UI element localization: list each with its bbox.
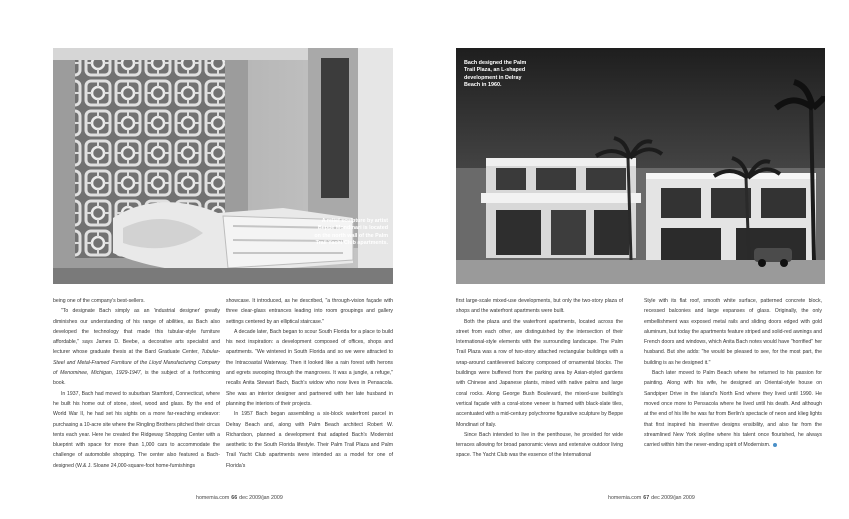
photo-caption-right: Bach designed the Palm Trail Plaza, an L-shaped development in Delray Beach in 1960.	[464, 60, 527, 89]
paragraph: Since Bach intended to live in the penthouse, he provided for wide terraces allowing for broad panoramic views and extensive outdoor living space. The Yacht Club was the essence of the International	[456, 431, 623, 459]
paragraph: Style with its flat roof, smooth white surface, patterned concrete block, recessed balconies and large expanses of glass. Originally, the only embellishment was exposed metal rails and sliding doors edged with gold aluminum, but today the apartments feature striped and solid-red awnings and French doors and windows, which Anita Bach notes would have "horrified" her husband. But she adds: "he would be pleased to see, for the most part, the building is as he designed it."	[644, 298, 822, 366]
left-page	[0, 0, 424, 519]
folio-site: homemia.com	[196, 495, 230, 501]
end-of-article-icon	[773, 443, 777, 447]
paragraph	[53, 306, 220, 388]
article-column-1	[53, 296, 220, 471]
palm-trail-plaza-photo	[456, 48, 825, 284]
paragraph	[644, 368, 822, 450]
page-number: 67	[643, 495, 650, 501]
photo-caption-left: A relief sculpture by artist Beppe Mondinari is located on the north wall of the Palm Trail Yacht Club apartments.	[314, 218, 388, 247]
page-number: 66	[231, 495, 238, 501]
paragraph: showcase. It introduced, as he described, "a through-vision façade with three clear-glass entrances leading into room groupings and gallery settings centered by an elliptical staircase."	[226, 298, 393, 325]
folio-issue: dec 2009/jan 2009	[239, 495, 283, 501]
paragraph: In 1957 Bach began assembling a six-block waterfront parcel in Delray Beach and, along with Palm Beach architect Robert W. Richardson, planned a development that adapted Bach's Modernist aesthetic to the South Florida lifestyle. Their Palm Trail Plaza and Palm Trail Yacht Club apartments were intended as a model for one of Florida's	[226, 411, 393, 469]
folio-issue: dec 2009/jan 2009	[651, 495, 695, 501]
page-folio-left	[196, 495, 283, 501]
thesis-title: Tubular-Steel and Metal-Framed Furniture of the Lloyd Manufacturing Company of Menominee, Michigan, 1929-1947,	[53, 349, 220, 377]
paragraph-text: Bach later moved to Palm Beach where he returned to his passion for painting. Along with his wife, he designed an Oriental-style house on Sandpiper Drive in the island's North End where they lived until 1990. He moved once more to Pensacola where he lived until his death. And although at the end of his life he was far from Berlin's spectacle of neon and klieg lights that first inspired his inventive designs ensibility, and also far from the streamlined New York skyline where his talent once flourished, he always carried within him the never-ending spirit of Modernism.	[644, 370, 822, 449]
paragraph: Both the plaza and the waterfront apartments, located across the street from each other, are distinguished by the intersection of their International-style elements with the surrounding landscape. The Palm Trail Plaza was a row of two-story attached rectangular buildings with a wrap-around cantilevered balcony composed of ornamental blocks. The buildings were buffered from the parking area by Asian-styled gardens with Chinese and Japanese plants, mixed with native palms and large coral rocks. Along George Bush Boulevard, the mixed-use building's vertical façade with a coral-stone veneer is framed with black-slate tiles, accentuated with a mid-century polychrome figurative sculpture by Beppe Mondinari of Italy.	[456, 318, 623, 428]
paragraph: being one of the company's best-sellers.	[53, 298, 145, 304]
relief-sculpture-image	[53, 48, 393, 284]
page-folio-right	[608, 495, 695, 501]
article-column-3	[456, 296, 623, 461]
relief-sculpture-photo	[53, 48, 393, 284]
paragraph: A decade later, Bach began to scour South Florida for a place to build his next inspiration: a development composed of offices, shops and apartments. "We wintered in South Florida and so we were attracted to the Intracoastal Waterway. Then it looked like a rain forest with herons and egrets swooping through the mangroves. It was a jungle, a refuge," recalls Anita Stewart Bach, Bach's widow who now lives in Pensacola. She was an interior designer and partnered with her late husband in planning the interiors of their projects.	[226, 328, 393, 407]
folio-site: homemia.com	[608, 495, 642, 501]
article-column-2	[226, 296, 393, 471]
paragraph: In 1937, Bach had moved to suburban Stamford, Connecticut, where he built his home out of stone, steel, wood and glass. By the end of World War II, he had set his sights on a more far-reaching endeavor: purchasing a 10-acre site where the Ringling Brothers pitched their circus tents each year. Here he created the Ridgeway Shopping Center with a blueprint with space for more than 1,000 cars to accommodate the challenge of automobile shopping. The center also featured a Bach-designed (W.& J. Sloane 24,000-square-foot home-furnishings	[53, 390, 220, 469]
paragraph-text: "To designate Bach simply as an 'industrial designer' greatly diminishes our understanding of his range of abilities, as Bach also developed the technology that made this tubular-style furniture affordable," says James D. Beebe, a decorative arts specialist and lecturer whose graduate thesis at the Bard Graduate Center,	[53, 308, 220, 356]
paragraph-text: is the subject of a forthcoming book.	[53, 370, 221, 387]
article-column-4	[644, 296, 822, 450]
paragraph: first large-scale mixed-use developments, but only the two-story plaza of shops and the waterfront apartments were built.	[456, 298, 623, 315]
right-page	[425, 0, 849, 519]
